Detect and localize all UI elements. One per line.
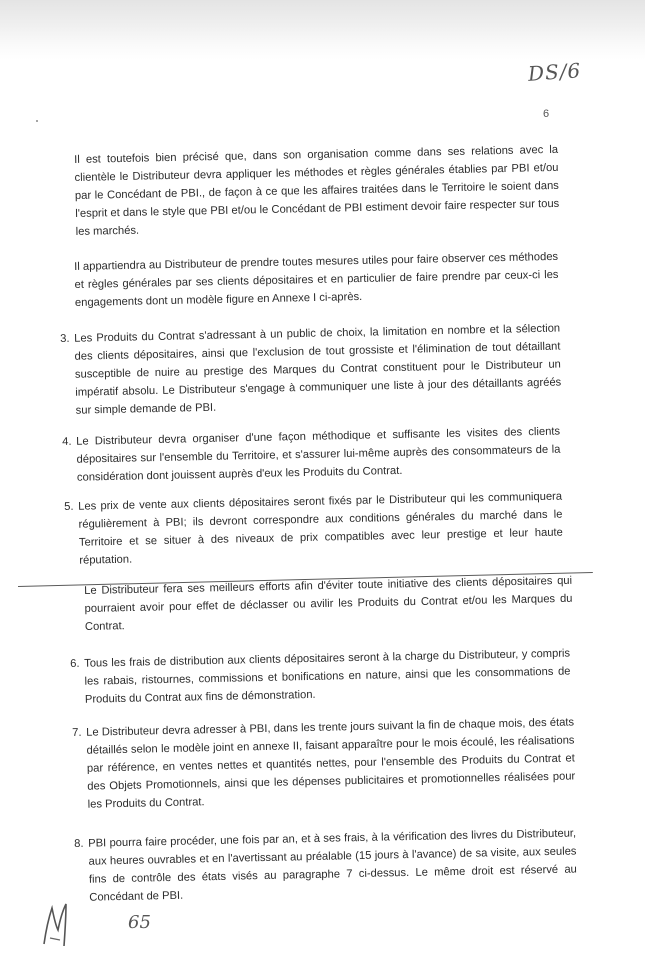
paragraph-avoid-downgrade [84, 572, 573, 636]
clause-text: Les prix de vente aux clients dépositaires seront fixés par le Distributeur qui les communiquera régulièrement à PBI; ils devront correspondre aux conditions générales du marché dans le Territoire et se situer à des niveaux de prix compatibles avec leur prestige et leur haute réputation. [78, 490, 563, 567]
handwritten-page-note: 65 [128, 912, 151, 933]
clause-text: PBI pourra faire procéder, une fois par an, et à ses frais, à la vérification des livres du Distributeur, aux heures ouvrables et en l'avertissant au préalable (15 jours à l'avance) de sa visite, aux seules fins de contrôle des états visés au paragraphe 7 ci-dessus. Le même droit est réservé au Concédant de PBI. [88, 827, 577, 904]
paragraph-text: Il est toutefois bien précisé que, dans son organisation comme dans ses relations avec la clientèle le Distributeur devra appliquer les méthodes et règles générales établies par PBI et/ou par le Concédant de PBI., de façon à ce que les affaires traitées dans le Territoire le soient dans l'esprit et dans le style que PBI et/ou le Concédant de PBI estiment devoir faire respecter sur tous les marchés. [74, 143, 560, 238]
clause-8 [74, 824, 577, 906]
clause-number: 4. [62, 435, 72, 448]
paragraph-text: Le Distributeur fera ses meilleurs efforts afin d'éviter toute initiative des clients dépositaires qui pourraient avoir pour effet de déclasser ou avilir les Produits du Contrat et/ou les Marques du Contrat. [84, 574, 573, 633]
handwritten-reference: DS/6 [527, 58, 582, 86]
clause-text: Les Produits du Contrat s'adressant à un public de choix, la limitation en nombre et la sélection des clients dépositaires, ainsi que l'exclusion de tout grossiste et l'élimination de tout détaillant susceptible de nuire au prestige des Marques du Contrat constituent pour le Distributeur un impératif absolu. Le Distributeur s'engage à communiquer une liste à jour des détaillants agréés sur simple demande de PBI. [74, 322, 562, 417]
handwritten-initials-icon [38, 900, 98, 950]
clause-text: Tous les frais de distribution aux clients dépositaires seront à la charge du Distributeur, y compris les rabais, ristournes, commissions et bonifications en nature, ainsi que les consommations de Produits du Contrat aux fins de démonstration. [84, 647, 571, 706]
scan-shadow [0, 0, 645, 60]
paragraph-methods [74, 141, 560, 241]
clause-number: 8. [74, 837, 84, 850]
clause-7 [72, 713, 576, 813]
clause-number: 6. [70, 657, 80, 670]
clause-5 [64, 488, 563, 570]
page-number: 6 [543, 108, 550, 120]
paragraph-enforcement [74, 248, 559, 312]
clause-number: 7. [72, 726, 82, 739]
clause-text: Le Distributeur devra adresser à PBI, dans les trente jours suivant la fin de chaque mois, des états détaillés selon le modèle joint en annexe II, faisant apparaître pour le mois écoulé, les réalisations par référence, en ventes nettes et quantités nettes, pour l'ensemble des Produits du Contrat et des Objets Promotionnels, ainsi que les dépenses publicitaires et promotionnelles réalisées pour les Produits du Contrat. [86, 716, 576, 811]
clause-number: 5. [64, 500, 74, 513]
scan-speck [36, 120, 38, 122]
clause-6 [70, 645, 571, 709]
paragraph-text: Il appartiendra au Distributeur de prendre toutes mesures utiles pour faire observer ces méthodes et règles générales par ses clients dépositaires et en particulier de faire prendre par ceux-ci les engagements dont un modèle figure en Annexe I ci-après. [74, 250, 559, 309]
clause-text: Le Distributeur devra organiser d'une façon méthodique et suffisante les visites des clients dépositaires sur l'ensemble du Territoire, et s'assurer lui-même auprès des consommateurs de la considération dont jouissent auprès d'eux les Produits du Contrat. [76, 425, 561, 484]
clause-3 [60, 320, 562, 420]
clause-number: 3. [60, 332, 70, 345]
clause-4 [62, 423, 561, 487]
